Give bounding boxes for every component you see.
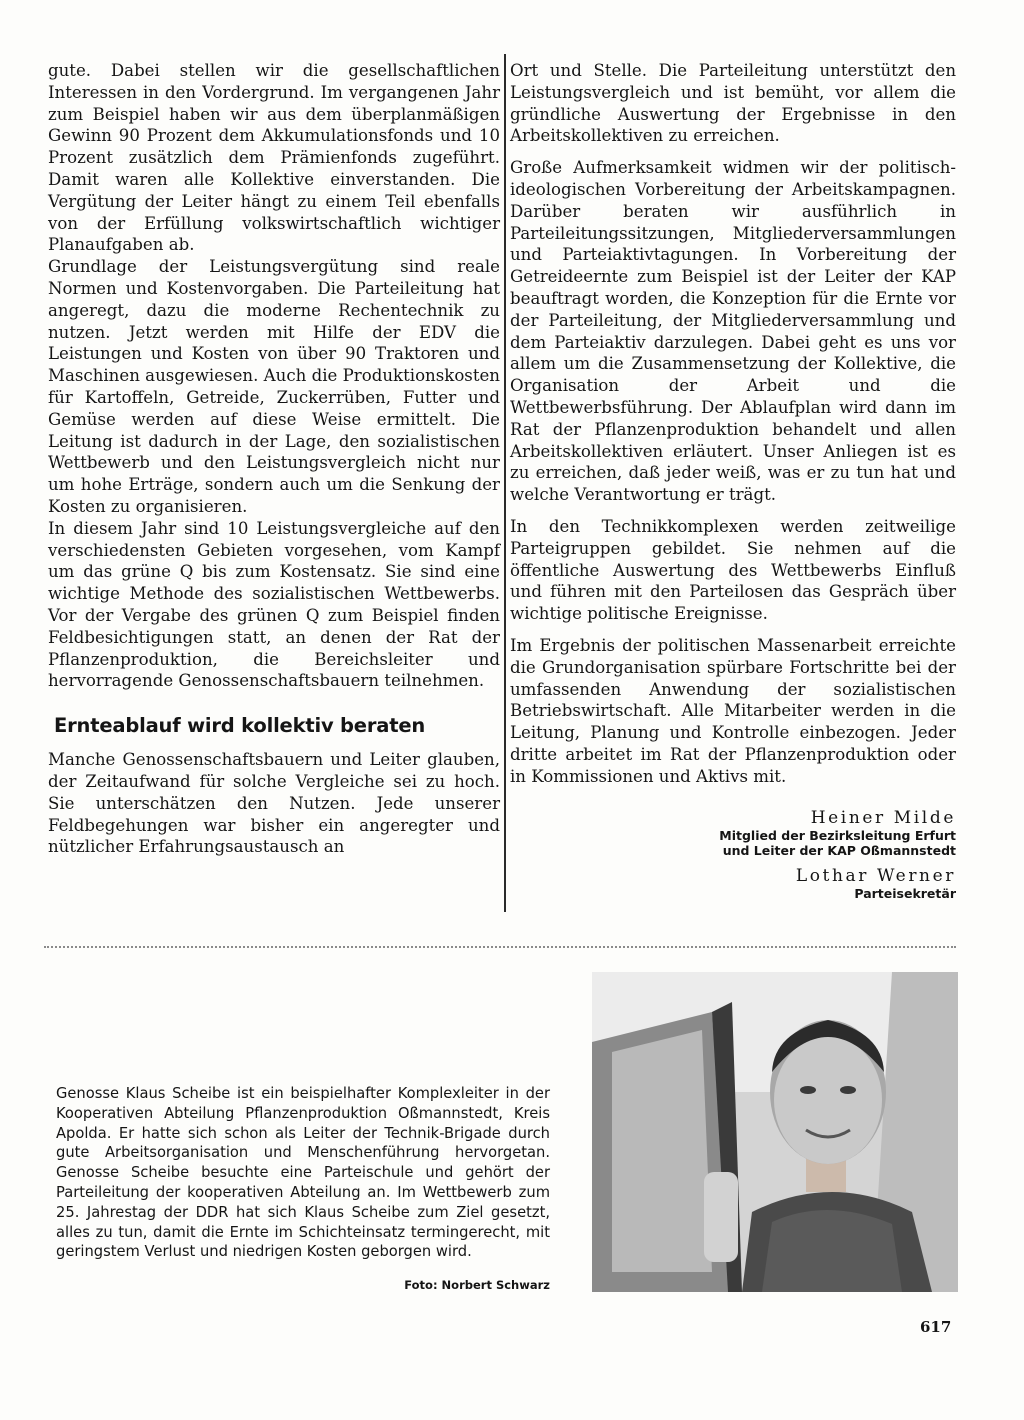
left-column — [48, 60, 500, 858]
right-column — [510, 60, 956, 798]
right-paragraph-4: Im Ergebnis der politischen Massenarbeit erreichte die Grundorganisation spürbare Fortschritte bei der umfassenden Anwendung der sozialistischen Betriebswirtschaft. Alle Mitarbeiter werden in die Leitung, Planung und Kontrolle einbezogen. Jeder dritte arbeitet im Rat der Pflanzenproduktion oder in Kommissionen und Aktivs mit. — [510, 635, 956, 786]
right-paragraph-1: Ort und Stelle. Die Parteileitung unterstützt den Leistungsvergleich und ist bemüht, vor allem die gründliche Auswertung der Ergebnisse in den Arbeitskollektiven zu erreichen. — [510, 61, 956, 146]
signature-lothar-werner — [796, 866, 956, 901]
signature-name: Heiner Milde — [810, 808, 956, 828]
left-paragraph-2: Grundlage der Leistungsvergütung sind reale Normen und Kostenvorgaben. Die Parteileitung hat angeregt, dazu die moderne Rechentechnik zu nutzen. Jetzt werden mit Hilfe der EDV die Leistungen und Kosten von über 90 Traktoren und Maschinen ausgewiesen. Auch die Produktionskosten für Kartoffeln, Getreide, Zuckerrüben, Futter und Gemüse werden auf diese Weise ermittelt. Die Leitung ist dadurch in der Lage, den sozialistischen Wettbewerb und den Leistungsvergleich nicht nur um hohe Erträge, sondern auch um die Senkung der Kosten zu organisieren. — [48, 257, 500, 516]
right-paragraph-2: Große Aufmerksamkeit widmen wir der politisch-ideologischen Vorbereitung der Arbeitskampagnen. Darüber beraten wir ausführlich in Parteileitungssitzungen, Mitgliederversammlungen und Parteiaktivtagungen. In Vorbereitung der Getreideernte zum Beispiel ist der Leiter der KAP beauftragt worden, die Konzeption für die Ernte vor der Parteileitung, der Mitgliederversammlung und dem Parteiaktiv darzulegen. Dabei geht es uns vor allem um die Zusammensetzung der Kollektive, die Organisation der Arbeit und die Wettbewerbsführung. Der Ablaufplan wird dann im Rat der Pflanzenproduktion behandelt und allen Arbeitskollektiven erläutert. Unser Anliegen ist es zu erreichen, daß jeder weiß, was er zu tun hat und welche Verantwortung er trägt. — [510, 158, 956, 505]
signature-role: Parteisekretär — [854, 886, 956, 901]
portrait-photo — [592, 972, 958, 1292]
photo-caption: Genosse Klaus Scheibe ist ein beispielhafter Komplexleiter in der Kooperativen Abteilung Pflanzenproduktion Oßmannstedt, Kreis Apolda. Er hatte sich schon als Leiter der Technik-Brigade durch gute Arbeitsorganisation und Menschenführung hervorgetan. Genosse Scheibe besuchte eine Parteischule und gehört der Parteileitung der kooperativen Abteilung an. Im Wettbewerb zum 25. Jahrestag der DDR hat sich Klaus Scheibe zum Ziel gesetzt, alles zu tun, damit die Ernte im Schichteinsatz termingerecht, mit geringstem Verlust und niedrigen Kosten geborgen wird. — [56, 1085, 550, 1261]
column-divider — [504, 54, 506, 912]
signature-heiner-milde — [719, 808, 956, 858]
portrait-illustration — [592, 972, 958, 1292]
section-divider — [44, 946, 956, 948]
left-paragraph-1: gute. Dabei stellen wir die gesellschaftlichen Interessen in den Vordergrund. Im vergangenen Jahr zum Beispiel haben wir aus dem überplanmäßigen Gewinn 90 Prozent dem Akkumulationsfonds und 10 Prozent zusätzlich dem Prämienfonds zugeführt. Damit waren alle Kollektive einverstanden. Die Vergütung der Leiter hängt zu einem Teil ebenfalls von der Erfüllung volkswirtschaftlich wichtiger Planaufgaben ab. — [48, 61, 500, 255]
section-heading: Ernteablauf wird kollektiv beraten — [54, 714, 426, 738]
signature-role: und Leiter der KAP Oßmannstedt — [722, 843, 956, 858]
signature-name: Lothar Werner — [795, 866, 956, 886]
left-paragraph-4: Manche Genossenschaftsbauern und Leiter glauben, der Zeitaufwand für solche Vergleiche sei zu hoch. Sie unterschätzen den Nutzen. Jede unserer Feldbegehungen war bisher ein angeregter und nützlicher Erfahrungsaustausch an — [48, 750, 500, 857]
right-paragraph-3: In den Technikkomplexen werden zeitweilige Parteigruppen gebildet. Sie nehmen auf die öffentliche Auswertung des Wettbewerbs Einfluß und führen mit den Parteilosen das Gespräch über wichtige politische Ereignisse. — [510, 516, 956, 624]
page-number: 617 — [920, 1318, 952, 1336]
signature-role: Mitglied der Bezirksleitung Erfurt — [719, 828, 956, 843]
left-paragraph-3: In diesem Jahr sind 10 Leistungsvergleiche auf den verschiedensten Gebieten vorgesehen, vom Kampf um das grüne Q bis zum Kostensatz. Sie sind eine wichtige Methode des sozialistischen Wettbewerbs. Vor der Vergabe des grünen Q zum Beispiel finden Feldbesichtigungen statt, an denen der Rat der Pflanzenproduktion, die Bereichsleiter und hervorragende Genossenschaftsbauern teilnehmen. — [48, 518, 500, 691]
photo-credit: Foto: Norbert Schwarz — [404, 1278, 550, 1292]
